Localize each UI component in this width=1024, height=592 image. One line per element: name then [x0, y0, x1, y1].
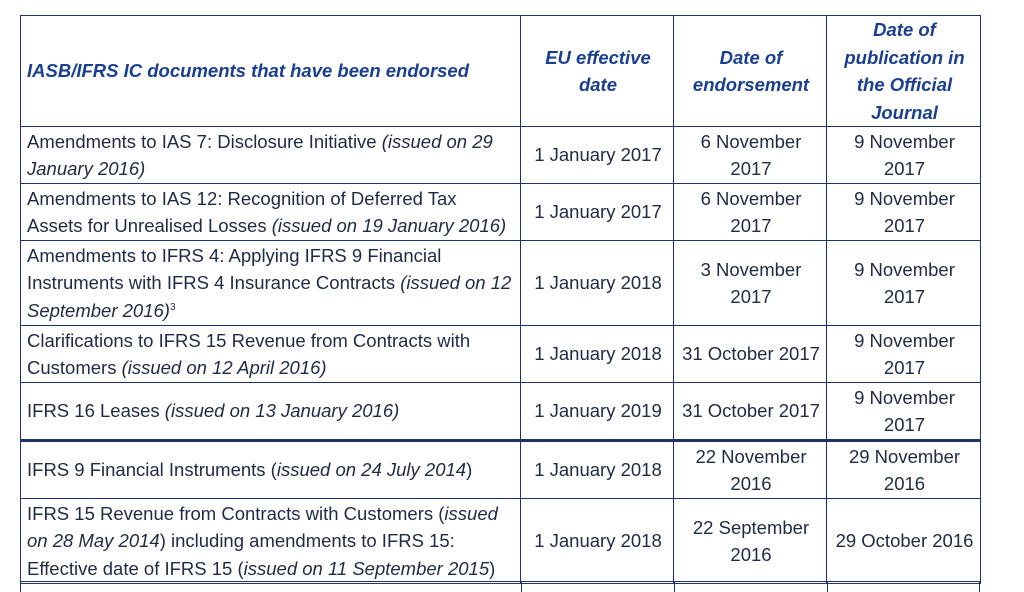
document-title: IFRS 15 Revenue from Contracts with Customers (: [27, 502, 445, 524]
publication-date-cell: 29 November 2016: [827, 441, 981, 499]
document-title: Clarifications to IFRS 15 Revenue from Contracts with Customers: [27, 329, 471, 378]
header-date-of-endorsement: Date of endorsement: [674, 16, 827, 127]
endorsement-date-cell: 31 October 2017: [674, 326, 827, 383]
eu-effective-date-cell: 1 January 2017: [521, 184, 674, 241]
endorsement-table-container: [20, 15, 982, 584]
eu-effective-date-cell: 1 January 2018: [521, 499, 674, 584]
document-cell: [21, 127, 521, 184]
issued-date: (issued on 12 April 2016): [121, 357, 327, 378]
endorsement-date-cell: 22 September 2016: [674, 499, 827, 584]
issued-date: (issued on 29 January 2016): [27, 130, 493, 179]
issued-date: issued on 24 July 2014: [276, 459, 467, 481]
issued-date: (issued on 19 January 2016): [271, 215, 507, 236]
document-title: IFRS 16 Leases: [27, 400, 165, 422]
publication-date-cell: 9 November 2017: [827, 383, 981, 441]
endorsement-date-cell: 22 November 2016: [674, 441, 827, 499]
document-title: IFRS 9 Financial Instruments (: [27, 459, 277, 481]
header-date-of-publication: Date of publication in the Official Journal: [827, 16, 981, 127]
table-row: [21, 499, 981, 584]
eu-effective-date-cell: 1 January 2019: [521, 383, 674, 441]
endorsement-date-cell: 6 November 2017: [674, 127, 827, 184]
document-title-tail: ): [466, 459, 473, 481]
eu-effective-date-cell: 1 January 2018: [521, 441, 674, 499]
publication-date-cell: 9 November 2017: [827, 184, 981, 241]
issued-date: (issued on 13 January 2016): [164, 400, 400, 422]
document-cell: [21, 383, 521, 441]
document-title-tail: ): [489, 557, 496, 579]
column-divider: [521, 582, 522, 592]
document-title-mid: ) including amendments to IFRS 15: Effective date of IFRS 15 (: [27, 530, 455, 579]
document-title: Amendments to IAS 12: Recognition of Deferred Tax Assets for Unrealised Losses: [27, 187, 457, 236]
header-row: [21, 16, 981, 127]
issued-date: (issued on 12 September 2016): [27, 272, 512, 321]
endorsement-date-cell: 3 November 2017: [674, 241, 827, 326]
eu-effective-date-cell: 1 January 2017: [521, 127, 674, 184]
header-eu-effective-date: EU effective date: [521, 16, 674, 127]
table-row: [21, 383, 981, 441]
column-divider: [979, 582, 980, 592]
header-documents: IASB/IFRS IC documents that have been endorsed: [21, 16, 521, 127]
endorsement-date-cell: 6 November 2017: [674, 184, 827, 241]
eu-effective-date-cell: 1 January 2018: [521, 241, 674, 326]
column-divider: [827, 582, 828, 592]
document-cell: [21, 499, 521, 584]
document-cell: [21, 441, 521, 499]
issued-date-amendment: issued on 11 September 2015: [243, 557, 490, 579]
issued-date: issued on 28 May 2014: [27, 502, 498, 552]
document-title: Amendments to IFRS 4: Applying IFRS 9 Financial Instruments with IFRS 4 Insurance Contracts: [27, 244, 442, 294]
table-row: [21, 184, 981, 241]
table-row: [21, 326, 981, 383]
publication-date-cell: 9 November 2017: [827, 241, 981, 326]
endorsement-table: [20, 15, 981, 584]
document-title: Amendments to IAS 7: Disclosure Initiative: [27, 130, 382, 152]
publication-date-cell: 9 November 2017: [827, 326, 981, 383]
footnote-marker: 3: [169, 301, 176, 313]
endorsement-date-cell: 31 October 2017: [674, 383, 827, 441]
table-row: [21, 241, 981, 326]
document-cell: [21, 326, 521, 383]
document-cell: [21, 184, 521, 241]
document-cell: [21, 241, 521, 326]
table-row: [21, 441, 981, 499]
eu-effective-date-cell: 1 January 2018: [521, 326, 674, 383]
publication-date-cell: 29 October 2016: [827, 499, 981, 584]
publication-date-cell: 9 November 2017: [827, 127, 981, 184]
table-row: [21, 127, 981, 184]
column-divider: [674, 582, 675, 592]
